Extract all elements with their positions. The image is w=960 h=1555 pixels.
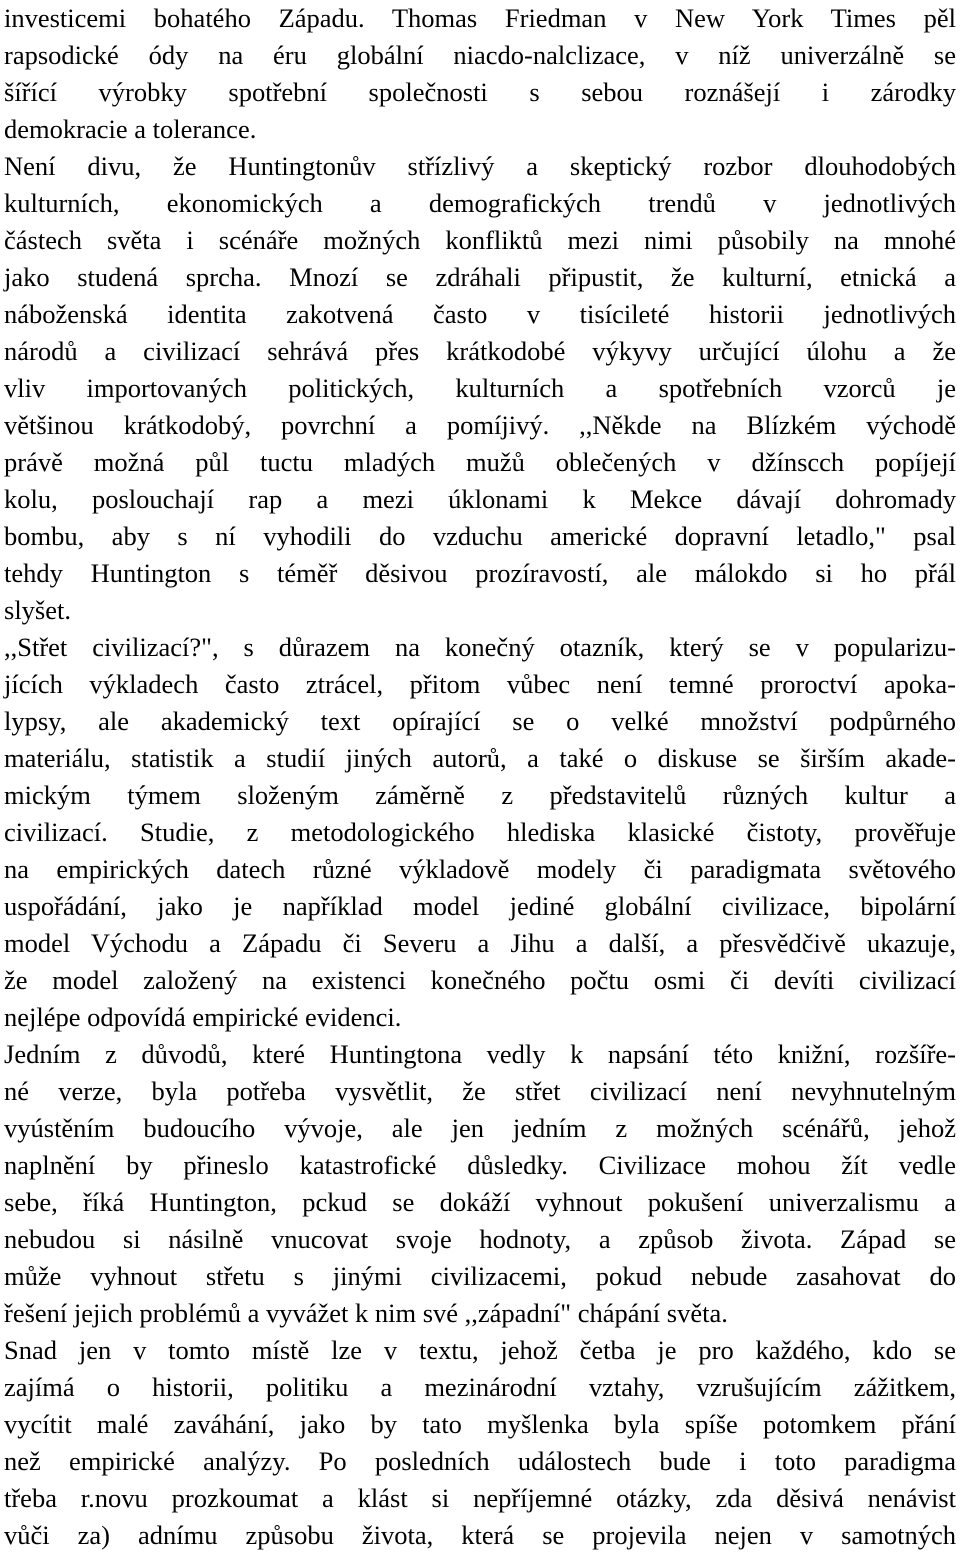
text-line: jících výkladech často ztrácel, přitom vůbec není temné proroctví apoka- xyxy=(4,669,956,699)
text-line: ,,Střet civilizací?", s důrazem na konečný otazník, který se v popularizu- xyxy=(4,632,956,662)
text-line: naplnění by přineslo katastrofické důsledky. Civilizace mohou žít vedle xyxy=(4,1150,956,1180)
text-line: demokracie a tolerance. xyxy=(4,114,257,144)
text-line: vyústěním budoucího vývoje, ale jen jedním z možných scénářů, jehož xyxy=(4,1113,956,1143)
text-line: sebe, říká Huntington, pckud se dokáží vyhnout pokušení univerzalismu a xyxy=(4,1187,956,1217)
text-line: Není divu, že Huntingtonův střízlivý a skeptický rozbor dlouhodobých xyxy=(4,151,956,181)
text-line: než empirické analýzy. Po posledních událostech bude i toto paradigma xyxy=(4,1446,956,1476)
text-line: náboženská identita zakotvená často v tisícileté historii jednotlivých xyxy=(4,299,956,329)
text-line: na empirických datech různé výkladově modely či paradigmata světového xyxy=(4,854,956,884)
text-line: investicemi bohatého Západu. Thomas Friedman v New York Times pěl xyxy=(4,3,956,33)
text-line: uspořádání, jako je například model jediné globální civilizace, bipolární xyxy=(4,891,956,921)
text-line: tehdy Huntington s téměř děsivou prozíravostí, ale málokdo si ho přál xyxy=(4,558,956,588)
text-line: zajímá o historii, politiku a mezinárodní vztahy, vzrušujícím zážitkem, xyxy=(4,1372,956,1402)
text-line: vycítit malé zaváhání, jako by tato myšlenka byla spíše potomkem přání xyxy=(4,1409,956,1439)
text-line: může vyhnout střetu s jinými civilizacemi, pokud nebude zasahovat do xyxy=(4,1261,956,1291)
text-line: slyšet. xyxy=(4,595,71,625)
text-line: né verze, byla potřeba vysvětlit, že střet civilizací není nevyhnutelným xyxy=(4,1076,956,1106)
text-line: že model založený na existenci konečného počtu osmi či devíti civilizací xyxy=(4,965,956,995)
text-line: nebudou si násilně vnucovat svoje hodnoty, a způsob života. Západ se xyxy=(4,1224,956,1254)
text-line: národů a civilizací sehrává přes krátkodobé výkyvy určující úlohu a že xyxy=(4,336,956,366)
text-line: jako studená sprcha. Mnozí se zdráhali připustit, že kulturní, etnická a xyxy=(4,262,956,292)
text-line: bombu, aby s ní vyhodili do vzduchu americké dopravní letadlo," psal xyxy=(4,521,956,551)
text-line: řešení jejich problémů a vyvážet k nim své ,,západní" chápání světa. xyxy=(4,1298,728,1328)
text-line: šířící výrobky spotřební společnosti s sebou roznášejí i zárodky xyxy=(4,77,956,107)
text-line: kulturních, ekonomických a demografických trendů v jednotlivých xyxy=(4,188,956,218)
text-line: lypsy, ale akademický text opírající se o velké množství podpůrného xyxy=(4,706,956,736)
text-line: vůči za) adnímu způsobu života, která se projevila nejen v samotných xyxy=(4,1520,956,1550)
text-line: mickým týmem složeným záměrně z představitelů různých kultur a xyxy=(4,780,956,810)
text-line: právě možná půl tuctu mladých mužů oblečených v džínscch popíjejí xyxy=(4,447,956,477)
text-line: částech světa i scénáře možných konfliktů mezi nimi působily na mnohé xyxy=(4,225,956,255)
text-line: model Východu a Západu či Severu a Jihu a další, a přesvědčivě ukazuje, xyxy=(4,928,956,958)
text-line: Jedním z důvodů, které Huntingtona vedly k napsání této knižní, rozšíře- xyxy=(4,1039,956,1069)
text-line: nejlépe odpovídá empirické evidenci. xyxy=(4,1002,402,1032)
text-line: Snad jen v tomto místě lze v textu, jehož četba je pro každého, kdo se xyxy=(4,1335,956,1365)
text-line: většinou krátkodobý, povrchní a pomíjivý. ,,Někde na Blízkém východě xyxy=(4,410,956,440)
text-line: třeba r.novu prozkoumat a klást si nepříjemné otázky, zda děsivá nenávist xyxy=(4,1483,956,1513)
text-line: civilizací. Studie, z metodologického hlediska klasické čistoty, prověřuje xyxy=(4,817,956,847)
text-line: rapsodické ódy na éru globální niacdo-nalclizace, v níž univerzálně se xyxy=(4,40,956,70)
text-line: materiálu, statistik a studií jiných autorů, a také o diskuse se širším akade- xyxy=(4,743,956,773)
text-line: vliv importovaných politických, kulturních a spotřebních vzorců je xyxy=(4,373,956,403)
text-line: kolu, poslouchají rap a mezi úklonami k Mekce dávají dohromady xyxy=(4,484,956,514)
